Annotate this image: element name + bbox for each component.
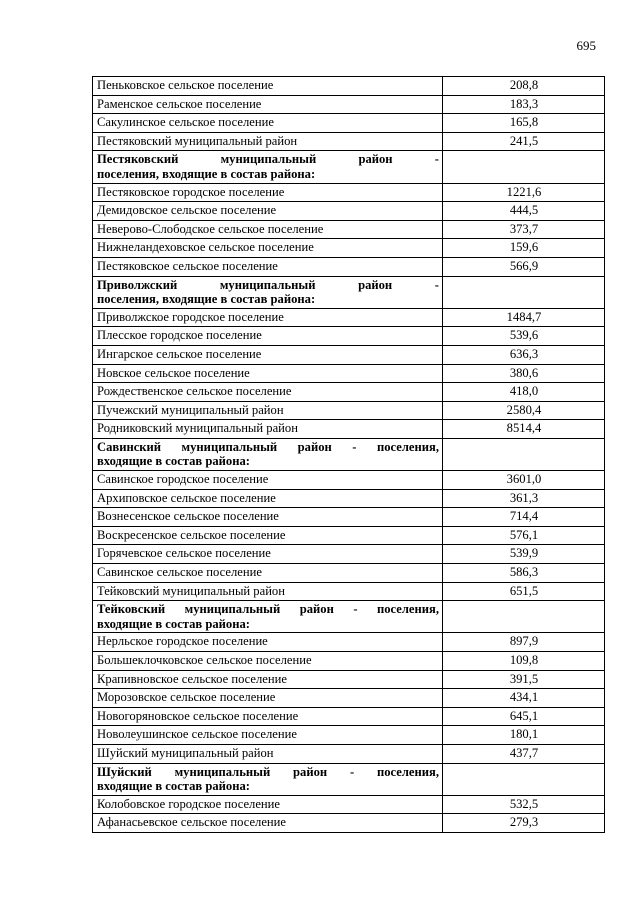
settlement-name: Демидовское сельское поселение: [93, 202, 443, 221]
amount-value: 418,0: [443, 383, 605, 402]
settlement-name: Нерльское городское поселение: [93, 633, 443, 652]
page-number: 695: [576, 38, 596, 53]
settlement-name: Пестяковский муниципальный район: [93, 132, 443, 151]
amount-value: 1221,6: [443, 183, 605, 202]
amount-value: 576,1: [443, 526, 605, 545]
settlement-name: Сакулинское сельское поселение: [93, 114, 443, 133]
group-header-cell: [93, 763, 443, 795]
amount-value: 2580,4: [443, 401, 605, 420]
table-row: [93, 364, 605, 383]
amount-value: 645,1: [443, 707, 605, 726]
amount-value: 539,9: [443, 545, 605, 564]
table-row: [93, 257, 605, 276]
amount-value: 183,3: [443, 95, 605, 114]
amount-value: 539,6: [443, 327, 605, 346]
group-header-line: Шуйский муниципальный район - поселения,: [97, 764, 439, 779]
table-row: [93, 564, 605, 583]
amount-value: 651,5: [443, 582, 605, 601]
table-row: [93, 545, 605, 564]
settlement-name: Новское сельское поселение: [93, 364, 443, 383]
amount-value: 566,9: [443, 257, 605, 276]
table-row: [93, 95, 605, 114]
group-header-row: [93, 763, 605, 795]
amount-value: 437,7: [443, 744, 605, 763]
settlement-name: Колобовское городское поселение: [93, 795, 443, 814]
group-header-row: [93, 151, 605, 183]
settlement-name: Пучежский муниципальный район: [93, 401, 443, 420]
settlement-name: Пестяковское городское поселение: [93, 183, 443, 202]
table-row: [93, 401, 605, 420]
empty-value-cell: [443, 601, 605, 633]
settlement-name: Воскресенское сельское поселение: [93, 526, 443, 545]
group-header-row: [93, 276, 605, 308]
table-row: [93, 220, 605, 239]
amount-value: 380,6: [443, 364, 605, 383]
amount-value: 532,5: [443, 795, 605, 814]
empty-value-cell: [443, 151, 605, 183]
amount-value: 586,3: [443, 564, 605, 583]
budget-table: [92, 76, 605, 833]
amount-value: 391,5: [443, 670, 605, 689]
settlement-name: Ингарское сельское поселение: [93, 345, 443, 364]
settlement-name: Морозовское сельское поселение: [93, 689, 443, 708]
amount-value: 180,1: [443, 726, 605, 745]
table-row: [93, 327, 605, 346]
settlement-name: Шуйский муниципальный район: [93, 744, 443, 763]
group-header-line: Тейковский муниципальный район - поселения,: [97, 602, 439, 617]
table-row: [93, 183, 605, 202]
amount-value: 714,4: [443, 508, 605, 527]
amount-value: 208,8: [443, 77, 605, 96]
amount-value: 165,8: [443, 114, 605, 133]
amount-value: 241,5: [443, 132, 605, 151]
group-header-cell: [93, 438, 443, 470]
amount-value: 444,5: [443, 202, 605, 221]
table-row: [93, 77, 605, 96]
table-row: [93, 744, 605, 763]
group-header-cell: [93, 151, 443, 183]
table-row: [93, 689, 605, 708]
settlement-name: Рождественское сельское поселение: [93, 383, 443, 402]
group-header-row: [93, 601, 605, 633]
settlement-name: Неверово-Слободское сельское поселение: [93, 220, 443, 239]
settlement-name: Тейковский муниципальный район: [93, 582, 443, 601]
table-row: [93, 239, 605, 258]
amount-value: 636,3: [443, 345, 605, 364]
table-row: [93, 383, 605, 402]
table-row: [93, 345, 605, 364]
table-row: [93, 582, 605, 601]
settlement-name: Родниковский муниципальный район: [93, 420, 443, 439]
amount-value: 897,9: [443, 633, 605, 652]
empty-value-cell: [443, 763, 605, 795]
group-header-cell: [93, 276, 443, 308]
table-row: [93, 726, 605, 745]
settlement-name: Афанасьевское сельское поселение: [93, 814, 443, 833]
table-row: [93, 814, 605, 833]
amount-value: 434,1: [443, 689, 605, 708]
group-header-line: входящие в состав района:: [97, 454, 250, 469]
settlement-name: Большеклочковское сельское поселение: [93, 652, 443, 671]
settlement-name: Пеньковское сельское поселение: [93, 77, 443, 96]
table-row: [93, 202, 605, 221]
empty-value-cell: [443, 276, 605, 308]
table-row: [93, 707, 605, 726]
group-header-line: Пестяковский муниципальный район -: [97, 152, 439, 167]
settlement-name: Вознесенское сельское поселение: [93, 508, 443, 527]
group-header-line: Савинский муниципальный район - поселения,: [97, 439, 439, 454]
table-row: [93, 508, 605, 527]
settlement-name: Архиповское сельское поселение: [93, 489, 443, 508]
table-body: [93, 77, 605, 833]
settlement-name: Савинское городское поселение: [93, 471, 443, 490]
table-row: [93, 114, 605, 133]
settlement-name: Новолеушинское сельское поселение: [93, 726, 443, 745]
table-row: [93, 670, 605, 689]
settlement-name: Горячевское сельское поселение: [93, 545, 443, 564]
group-header-line: поселения, входящие в состав района:: [97, 166, 316, 181]
table-row: [93, 489, 605, 508]
amount-value: 1484,7: [443, 308, 605, 327]
table-row: [93, 471, 605, 490]
settlement-name: Крапивновское сельское поселение: [93, 670, 443, 689]
settlement-name: Плесское городское поселение: [93, 327, 443, 346]
settlement-name: Приволжское городское поселение: [93, 308, 443, 327]
empty-value-cell: [443, 438, 605, 470]
group-header-line: Приволжский муниципальный район -: [97, 277, 439, 292]
table-row: [93, 795, 605, 814]
table-row: [93, 132, 605, 151]
settlement-name: Раменское сельское поселение: [93, 95, 443, 114]
group-header-line: входящие в состав района:: [97, 779, 250, 794]
settlement-name: Нижнеландеховское сельское поселение: [93, 239, 443, 258]
amount-value: 159,6: [443, 239, 605, 258]
amount-value: 361,3: [443, 489, 605, 508]
settlement-name: Савинское сельское поселение: [93, 564, 443, 583]
amount-value: 3601,0: [443, 471, 605, 490]
table-row: [93, 652, 605, 671]
group-header-row: [93, 438, 605, 470]
amount-value: 373,7: [443, 220, 605, 239]
table-row: [93, 420, 605, 439]
group-header-line: поселения, входящие в состав района:: [97, 292, 316, 307]
settlement-name: Новогоряновское сельское поселение: [93, 707, 443, 726]
table-row: [93, 526, 605, 545]
table-row: [93, 308, 605, 327]
settlement-name: Пестяковское сельское поселение: [93, 257, 443, 276]
group-header-cell: [93, 601, 443, 633]
amount-value: 279,3: [443, 814, 605, 833]
table-row: [93, 633, 605, 652]
amount-value: 109,8: [443, 652, 605, 671]
group-header-line: входящие в состав района:: [97, 616, 250, 631]
amount-value: 8514,4: [443, 420, 605, 439]
